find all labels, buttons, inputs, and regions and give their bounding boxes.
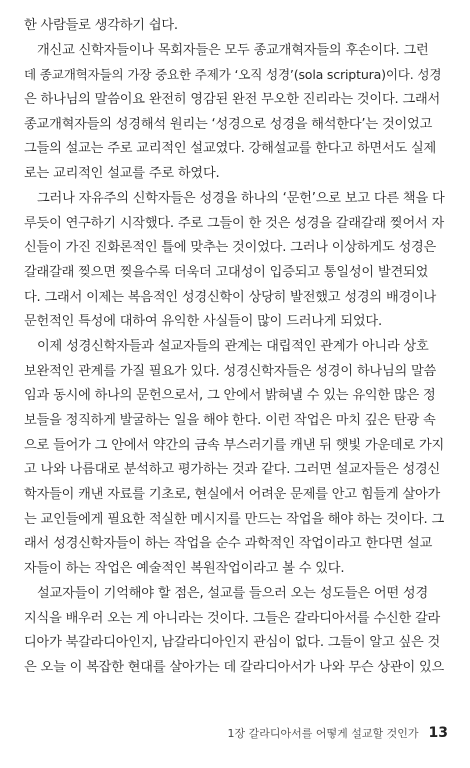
text-line: 은 오늘 이 복잡한 현대를 살아가는 데 갈라디아서가 나와 무슨 상관이 있으 (24, 659, 445, 675)
text-line: 다. 그래서 이제는 복음적인 성경신학이 상당히 발전했고 성경의 배경이나 (24, 289, 437, 305)
text-line: 으로 들어가 그 안에서 약간의 금속 부스러기를 캐낸 뒤 햇빛 가운데로 가지 (24, 437, 445, 453)
text-line: 문헌적인 특성에 대하여 유익한 사실들이 많이 드러나게 되었다. (24, 314, 382, 330)
text-line: 그들의 설교는 주로 교리적인 설교였다. 강해설교를 한다고 하면서도 실제 (24, 141, 437, 157)
text-line: 자들이 하는 작업은 예술적인 복원작업이라고 볼 수 있다. (24, 561, 345, 577)
running-footer-chapter-title: 1장 갈라디아서를 어떻게 설교할 것인가 (227, 727, 419, 740)
text-line: 로는 교리적인 설교를 주로 하였다. (24, 166, 220, 182)
text-line: 종교개혁자들의 성경해석 원리는 ‘성경으로 성경을 해석한다’는 것이었고 (24, 116, 433, 132)
text-line: 고 나와 나름대로 분석하고 평가하는 것과 같다. 그러면 설교자들은 성경신 (24, 462, 441, 478)
text-line: 래서 성경신학자들이 하는 작업을 순수 과학적인 작업이라고 한다면 설교 (24, 536, 433, 552)
text-line: 은 하나님의 말씀이요 완전히 영감된 완전 무오한 진리라는 것이다. 그래서 (24, 92, 441, 108)
text-line: 설교자들이 기억해야 할 점은, 설교를 들으러 오는 성도들은 어떤 성경 (37, 585, 429, 601)
text-line: 지식을 배우러 오는 게 아니라는 것이다. 그들은 갈라디아서를 수신한 갈라 (24, 610, 441, 626)
text-line: 보들을 정직하게 발굴하는 일을 해야 한다. 이런 작업은 마치 깊은 탄광 속 (24, 413, 436, 428)
page-number: 13 (428, 725, 448, 741)
text-line: 루듯이 연구하기 시작했다. 주로 그들이 한 것은 성경을 갈래갈래 찢어서 자 (24, 215, 445, 231)
text-line: 디아가 북갈라디아인지, 남갈라디아인지 관심이 없다. 그들이 알고 싶은 것 (24, 635, 441, 651)
book-page-body (24, 14, 446, 681)
text-line: 는 교인들에게 필요한 적실한 메시지를 만드는 작업을 해야 하는 것이다. 그 (24, 511, 445, 527)
text-line: 임과 동시에 하나의 문헌으로서, 그 안에서 밝혀낼 수 있는 유익한 많은 정 (24, 388, 436, 404)
text-line: 이제 성경신학자들과 설교자들의 관계는 대립적인 관계가 아니라 상호 (37, 338, 429, 354)
page-footer (228, 725, 448, 749)
text-line: 데 종교개혁자들의 가장 중요한 주제가 ‘오직 성경’(sola scriptura)이다. 성경 (24, 67, 442, 83)
text-line: 보완적인 관계를 가질 필요가 있다. 성경신학자들은 성경이 하나님의 말씀 (24, 363, 437, 379)
text-line: 갈래갈래 찢으면 찢을수록 더욱더 고대성이 입증되고 통일성이 발견되었 (24, 264, 429, 280)
text-line: 신들이 가진 진화론적인 틀에 맞추는 것이었다. 그러나 이상하게도 성경은 (24, 240, 437, 256)
text-line: 한 사람들로 생각하기 쉽다. (24, 18, 178, 33)
text-line: 그러나 자유주의 신학자들은 성경을 하나의 ‘문헌’으로 보고 다른 책을 다 (37, 190, 445, 206)
text-line: 개신교 신학자들이나 목회자들은 모두 종교개혁자들의 후손이다. 그런 (37, 42, 429, 58)
text-line: 학자들이 캐낸 자료를 기초로, 현실에서 어려운 문제를 안고 힘들게 살아가 (24, 487, 441, 503)
